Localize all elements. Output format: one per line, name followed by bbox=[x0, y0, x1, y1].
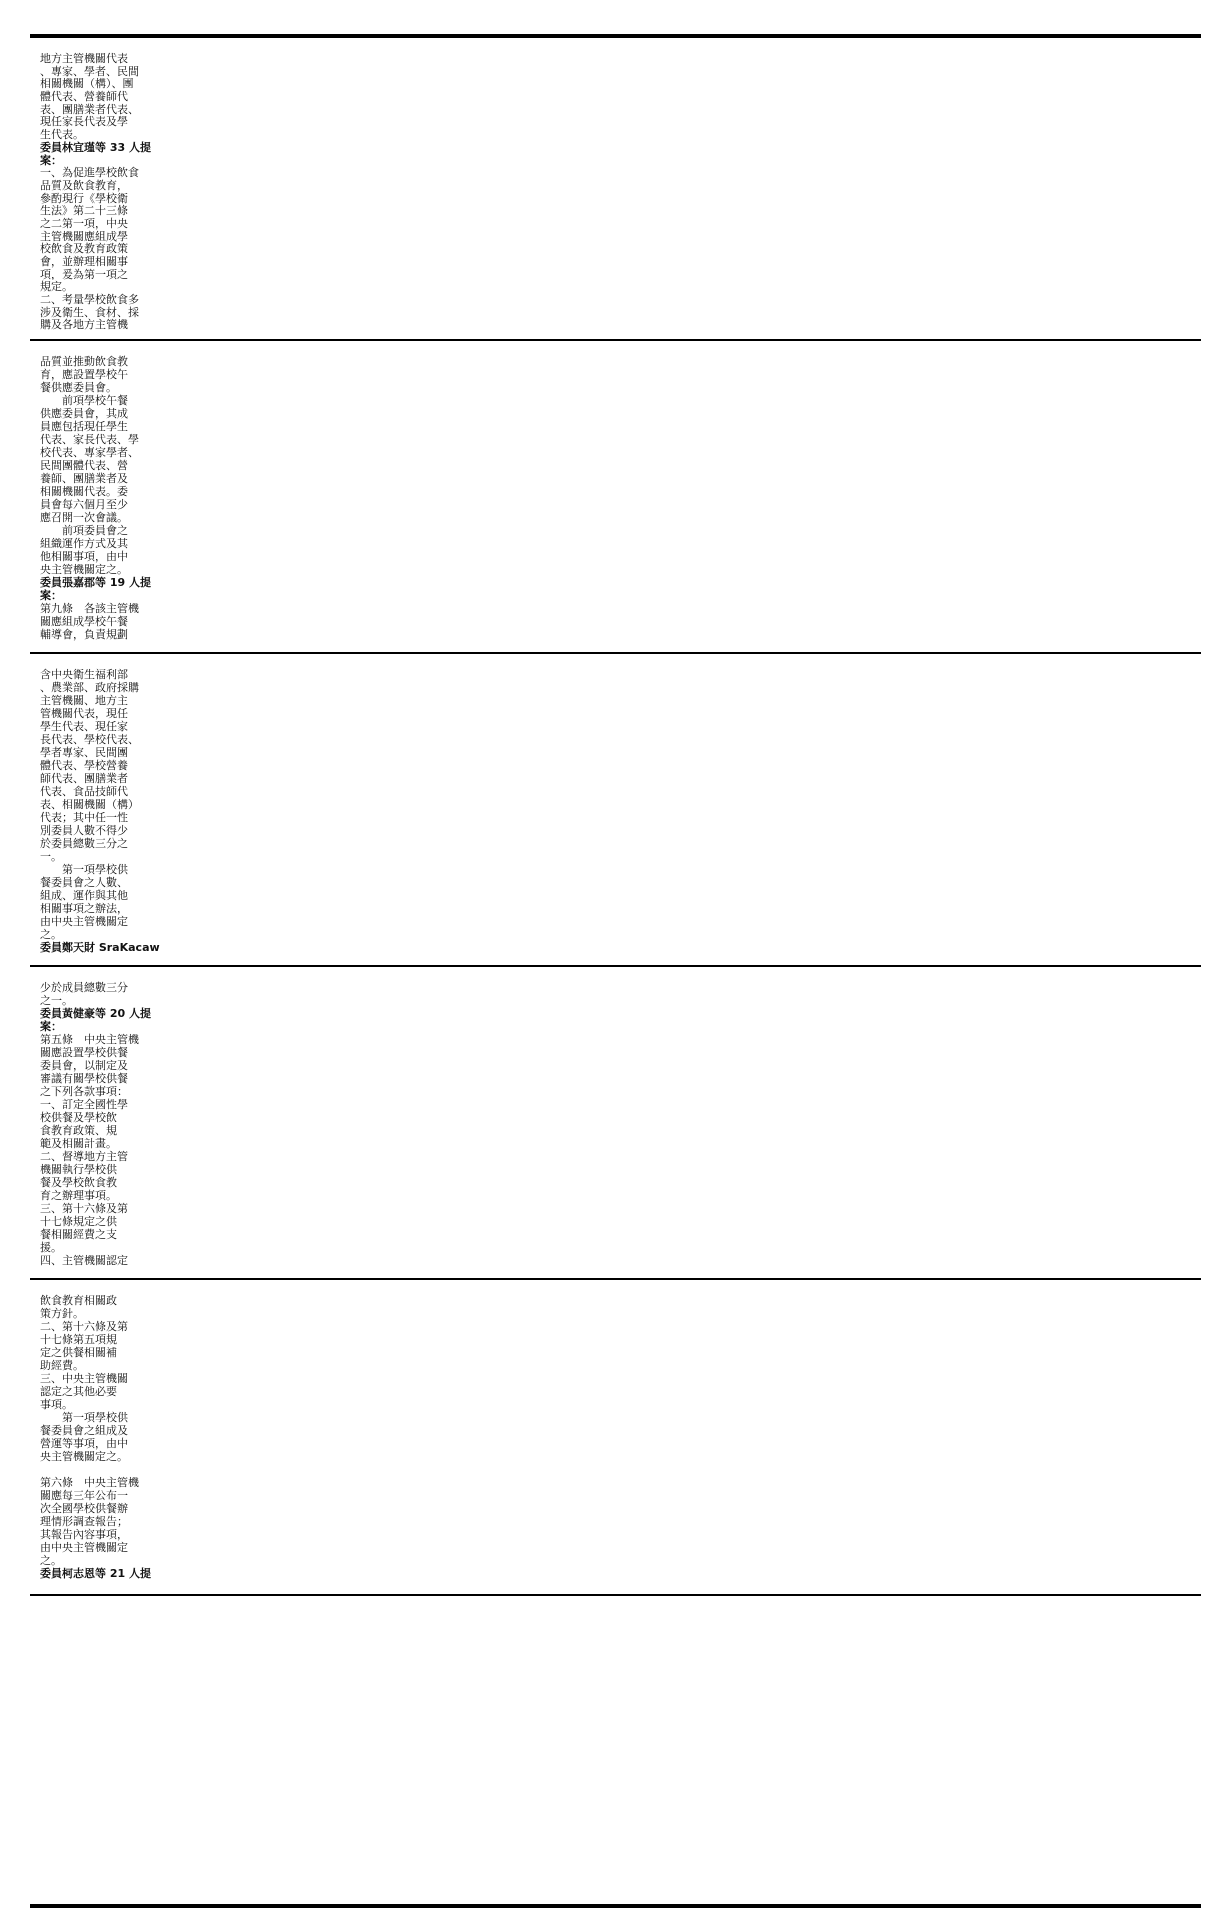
text-line: 相關機關代表。委 bbox=[40, 485, 128, 498]
text-line: 之二第一項，中央 bbox=[40, 216, 128, 230]
text-line: 審議有關學校供餐 bbox=[40, 1072, 128, 1085]
text-line: 第一項學校供 bbox=[40, 863, 128, 876]
text-line: 一、訂定全國性學 bbox=[40, 1098, 128, 1111]
section-end-rule bbox=[30, 1594, 1201, 1596]
text-line: 飲食教育相關政 bbox=[40, 1294, 117, 1307]
text-line: 央主管機關定之。 bbox=[40, 563, 128, 576]
text-line: 第六條 中央主管機 bbox=[40, 1476, 139, 1489]
proposer-line: 案： bbox=[40, 1020, 62, 1033]
text-line: 由中央主管機關定 bbox=[40, 1541, 128, 1554]
text-line: 助經費。 bbox=[40, 1359, 84, 1372]
text-line: 一、為促進學校飲食 bbox=[40, 166, 139, 179]
proposer-line: 委員黃健豪等 20 人提 bbox=[40, 1007, 151, 1020]
text-line: 應召開一次會議。 bbox=[40, 511, 128, 524]
text-line: 由中央主管機關定 bbox=[40, 915, 128, 928]
text-line: 餐委員會之人數、 bbox=[40, 876, 128, 889]
text-line: 援。 bbox=[40, 1241, 62, 1254]
text-band-3 bbox=[32, 654, 1199, 965]
text-line: 相關事項之辦法， bbox=[40, 902, 128, 915]
text-line: 會，並辦理相關事 bbox=[40, 255, 128, 268]
text-line: 理情形調查報告； bbox=[40, 1515, 128, 1528]
text-line: 代表、家長代表、學 bbox=[40, 433, 139, 446]
text-line: 事項。 bbox=[40, 1398, 73, 1411]
text-line bbox=[40, 1463, 1191, 1476]
text-line: 二、考量學校飲食多 bbox=[40, 293, 139, 306]
text-line: 育，應設置學校午 bbox=[40, 368, 128, 381]
text-line: 體代表、營養師代 bbox=[40, 90, 128, 103]
text-line: 品質及飲食教育， bbox=[40, 178, 128, 192]
text-line: 次全國學校供餐辦 bbox=[40, 1502, 128, 1515]
text-line: 購及各地方主管機 bbox=[40, 318, 128, 332]
text-line: 養師、團膳業者及 bbox=[40, 472, 128, 485]
text-line: 管機關代表，現任 bbox=[40, 707, 128, 720]
text-line: 其報告內容事項， bbox=[40, 1528, 128, 1541]
text-line: 民間團體代表、營 bbox=[40, 459, 128, 472]
text-line: 他相關事項，由中 bbox=[40, 550, 128, 563]
text-line: 餐相關經費之支 bbox=[40, 1228, 117, 1241]
text-line: 關應組成學校午餐 bbox=[40, 615, 128, 628]
text-line: 第一項學校供 bbox=[40, 1411, 128, 1424]
text-band-2 bbox=[32, 341, 1199, 652]
proposer-line: 委員林宜瑾等 33 人提 bbox=[40, 140, 151, 154]
text-line: 三、第十六條及第 bbox=[40, 1202, 128, 1215]
text-line: 少於成員總數三分 bbox=[40, 981, 128, 994]
proposer-line: 委員張嘉郡等 19 人提 bbox=[40, 576, 151, 589]
text-line: 生代表。 bbox=[40, 128, 84, 141]
text-line: 品質並推動飲食教 bbox=[40, 355, 128, 368]
text-line: 十七條第五項規 bbox=[40, 1333, 117, 1346]
text-line: 規定。 bbox=[40, 280, 73, 294]
text-line: 四、主管機關認定 bbox=[40, 1254, 128, 1267]
text-line: 現任家長代表及學 bbox=[40, 115, 128, 129]
text-band-4 bbox=[32, 967, 1199, 1278]
text-line: 主管機關應組成學 bbox=[40, 229, 128, 243]
proposer-line: 委員柯志恩等 21 人提 bbox=[40, 1567, 151, 1580]
text-line: 央主管機關定之。 bbox=[40, 1450, 128, 1463]
text-line: 定之供餐相關補 bbox=[40, 1346, 117, 1359]
text-line: 含中央衛生福利部 bbox=[40, 668, 128, 681]
text-line: 策方針。 bbox=[40, 1307, 84, 1320]
text-line: 組成、運作與其他 bbox=[40, 889, 128, 902]
text-line: 組織運作方式及其 bbox=[40, 537, 128, 550]
text-line: 前項委員會之 bbox=[40, 524, 128, 537]
text-line: 代表、食品技師代 bbox=[40, 785, 128, 798]
text-band-1 bbox=[32, 38, 1199, 339]
text-line: 二、督導地方主管 bbox=[40, 1150, 128, 1163]
band-lines bbox=[40, 52, 1191, 331]
text-line: 一。 bbox=[40, 850, 62, 863]
text-line: 校飲食及教育政策 bbox=[40, 242, 128, 255]
text-line: 食教育政策、規 bbox=[40, 1124, 117, 1137]
text-line: 體代表、學校營養 bbox=[40, 759, 128, 772]
text-line: 別委員人數不得少 bbox=[40, 824, 128, 837]
band-lines bbox=[40, 668, 1191, 957]
text-line: 地方主管機關代表 bbox=[40, 52, 128, 65]
text-line: 參酌現行《學校衛 bbox=[40, 191, 128, 205]
text-line: 校供餐及學校飲 bbox=[40, 1111, 117, 1124]
text-line: 營運等事項，由中 bbox=[40, 1437, 128, 1450]
text-line: 代表；其中任一性 bbox=[40, 811, 128, 824]
text-line: 表、相關機關（構） bbox=[40, 798, 139, 811]
text-line: 項，爰為第一項之 bbox=[40, 267, 128, 281]
text-line: 認定之其他必要 bbox=[40, 1385, 117, 1398]
text-line: 員應包括現任學生 bbox=[40, 420, 128, 433]
text-line: 員會每六個月至少 bbox=[40, 498, 128, 511]
text-line: 、農業部、政府採購 bbox=[40, 681, 139, 694]
text-line: 輔導會，負責規劃 bbox=[40, 628, 128, 641]
text-line: 涉及衛生、食材、採 bbox=[40, 305, 139, 319]
text-line: 範及相關計畫。 bbox=[40, 1137, 117, 1150]
bottom-rule bbox=[30, 1904, 1201, 1908]
text-line: 長代表、學校代表、 bbox=[40, 733, 139, 746]
proposer-line: 案： bbox=[40, 589, 62, 602]
proposer-line: 案： bbox=[40, 153, 62, 167]
text-line: 餐委員會之組成及 bbox=[40, 1424, 128, 1437]
text-line: 之下列各款事項： bbox=[40, 1085, 128, 1098]
text-line: 生法》第二十三條 bbox=[40, 204, 128, 217]
text-line: 之。 bbox=[40, 1554, 62, 1567]
band-lines bbox=[40, 355, 1191, 644]
text-line: 、專家、學者、民間 bbox=[40, 64, 139, 78]
text-line: 餐及學校飲食教 bbox=[40, 1176, 117, 1189]
text-line: 師代表、團膳業者 bbox=[40, 772, 128, 785]
text-line: 表、團膳業者代表、 bbox=[40, 102, 139, 116]
text-line: 關應設置學校供餐 bbox=[40, 1046, 128, 1059]
text-line: 於委員總數三分之 bbox=[40, 837, 128, 850]
text-band-5 bbox=[32, 1280, 1199, 1594]
text-line: 第五條 中央主管機 bbox=[40, 1033, 139, 1046]
text-line: 學生代表、現任家 bbox=[40, 720, 128, 733]
text-line: 十七條規定之供 bbox=[40, 1215, 117, 1228]
text-line: 委員會，以制定及 bbox=[40, 1059, 128, 1072]
band-lines bbox=[40, 981, 1191, 1270]
text-line: 之一。 bbox=[40, 994, 73, 1007]
band-lines bbox=[40, 1294, 1191, 1586]
text-line: 餐供應委員會。 bbox=[40, 381, 117, 394]
text-line: 二、第十六條及第 bbox=[40, 1320, 128, 1333]
text-line: 育之辦理事項。 bbox=[40, 1189, 117, 1202]
text-line: 學者專家、民間團 bbox=[40, 746, 128, 759]
text-line: 前項學校午餐 bbox=[40, 394, 128, 407]
text-line: 主管機關、地方主 bbox=[40, 694, 128, 707]
text-line: 供應委員會，其成 bbox=[40, 407, 128, 420]
text-line: 關應每三年公布一 bbox=[40, 1489, 128, 1502]
text-line: 三、中央主管機關 bbox=[40, 1372, 128, 1385]
text-line: 第九條 各該主管機 bbox=[40, 602, 139, 615]
text-line: 相關機關（構）、團 bbox=[40, 77, 134, 91]
proposer-line: 委員鄭天財 SraKacaw bbox=[40, 941, 160, 954]
text-line: 機關執行學校供 bbox=[40, 1163, 117, 1176]
text-line: 之。 bbox=[40, 928, 62, 941]
text-line: 校代表、專家學者、 bbox=[40, 446, 139, 459]
